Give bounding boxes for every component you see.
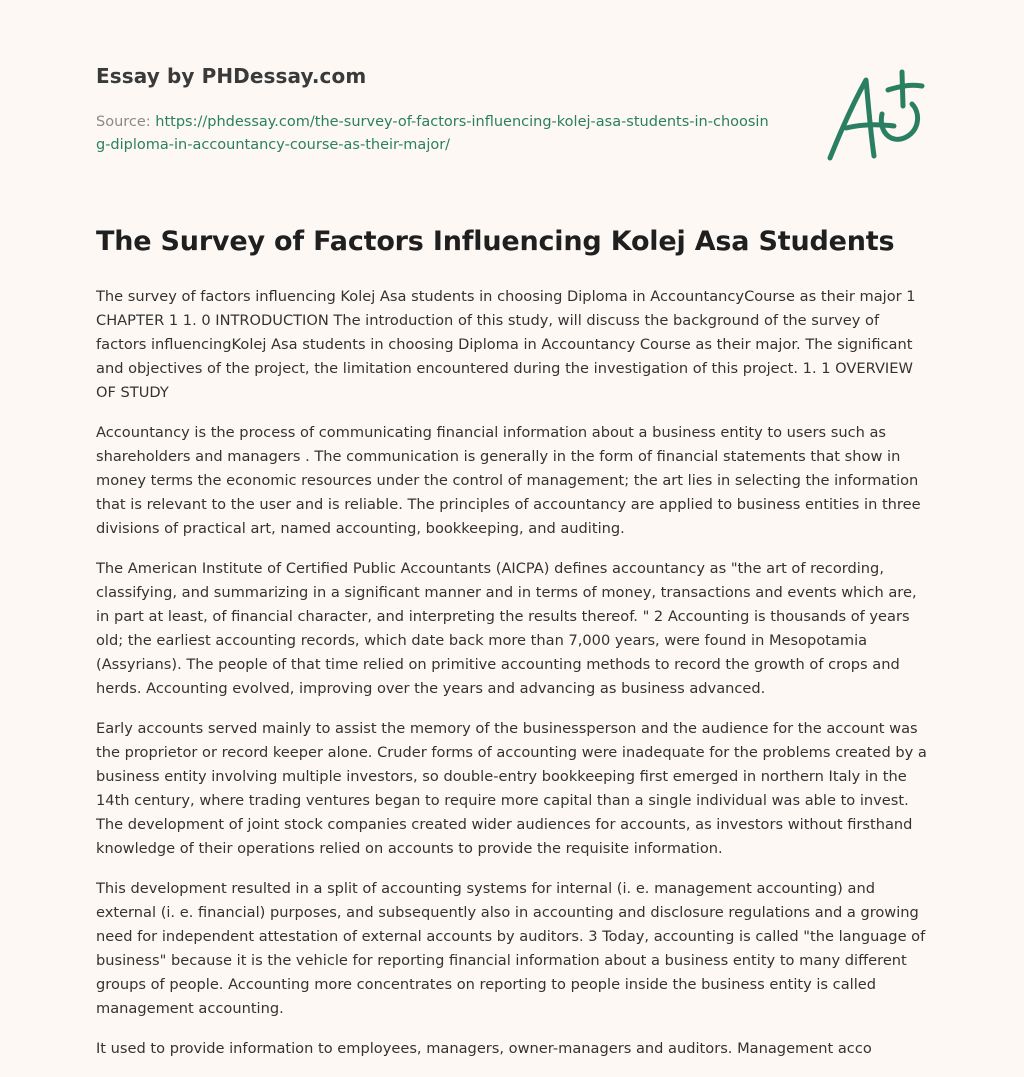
source-link[interactable]: https://phdessay.com/the-survey-of-factors-influencing-kolej-asa-students-in-choosing-diploma-in-accountancy-course-as-their-major/ <box>96 114 769 153</box>
essay-paragraph: Accountancy is the process of communicating financial information about a business entity to users such as shareholders and managers . The communication is generally in the form of financial statements that show in money terms the economic resources under the control of management; the art lies in selecting the information that is relevant to the user and is reliable. The principles of accountancy are applied to business entities in three divisions of practical art, named accounting, bookkeeping, and auditing. <box>96 424 921 537</box>
site-brand: Essay by PHDessay.com <box>96 64 367 88</box>
essay-body <box>96 285 932 1077</box>
essay-paragraph: This development resulted in a split of accounting systems for internal (i. e. management accounting) and external (i. e. financial) purposes, and subsequently also in accounting and disclosure regulations and a growing need for independent attestation of external accounts by auditors. 3 Today, accounting is called "the language of business" because it is the vehicle for reporting financial information about a business entity to many different groups of people. Accounting more concentrates on reporting to people inside the business entity is called management accounting. <box>96 880 926 1017</box>
source-label: Source: <box>96 114 151 130</box>
page-title: The Survey of Factors Influencing Kolej Asa Students <box>96 226 895 257</box>
source-line <box>96 111 776 157</box>
essay-paragraph: The American Institute of Certified Public Accountants (AICPA) defines accountancy as "the art of recording, classifying, and summarizing in a significant manner and in terms of money, transactions and events which are, in part at least, of financial character, and interpreting the results thereof. " 2 Accounting is thousands of years old; the earliest accounting records, which date back more than 7,000 years, were found in Mesopotamia (Assyrians). The people of that time relied on primitive accounting methods to record the growth of crops and herds. Accounting evolved, improving over the years and advancing as business advanced. <box>96 560 917 697</box>
hook-stroke <box>881 104 917 139</box>
plus-vertical-stroke <box>902 72 903 106</box>
essay-paragraph: It used to provide information to employees, managers, owner-managers and auditors. Management acco <box>96 1040 872 1057</box>
essay-paragraph: Early accounts served mainly to assist the memory of the businessperson and the audience for the account was the proprietor or record keeper alone. Cruder forms of accounting were inadequate for the problems created by a business entity involving multiple investors, so double-entry bookkeeping first emerged in northern Italy in the 14th century, where trading ventures began to require more capital than a single individual was able to invest. The development of joint stock companies created wider audiences for accounts, as investors without firsthand knowledge of their operations relied on accounts to provide the requisite information. <box>96 720 927 857</box>
a-letter-stroke <box>830 80 874 158</box>
a-plus-grade-icon <box>822 66 932 166</box>
essay-paragraph: The survey of factors influencing Kolej Asa students in choosing Diploma in AccountancyCourse as their major 1 CHAPTER 1 1. 0 INTRODUCTION The introduction of this study, will discuss the background of the survey of factors influencingKolej Asa students in choosing Diploma in Accountancy Course as their major. The significant and objectives of the project, the limitation encountered during the investigation of this project. 1. 1 OVERVIEW OF STUDY <box>96 288 916 401</box>
